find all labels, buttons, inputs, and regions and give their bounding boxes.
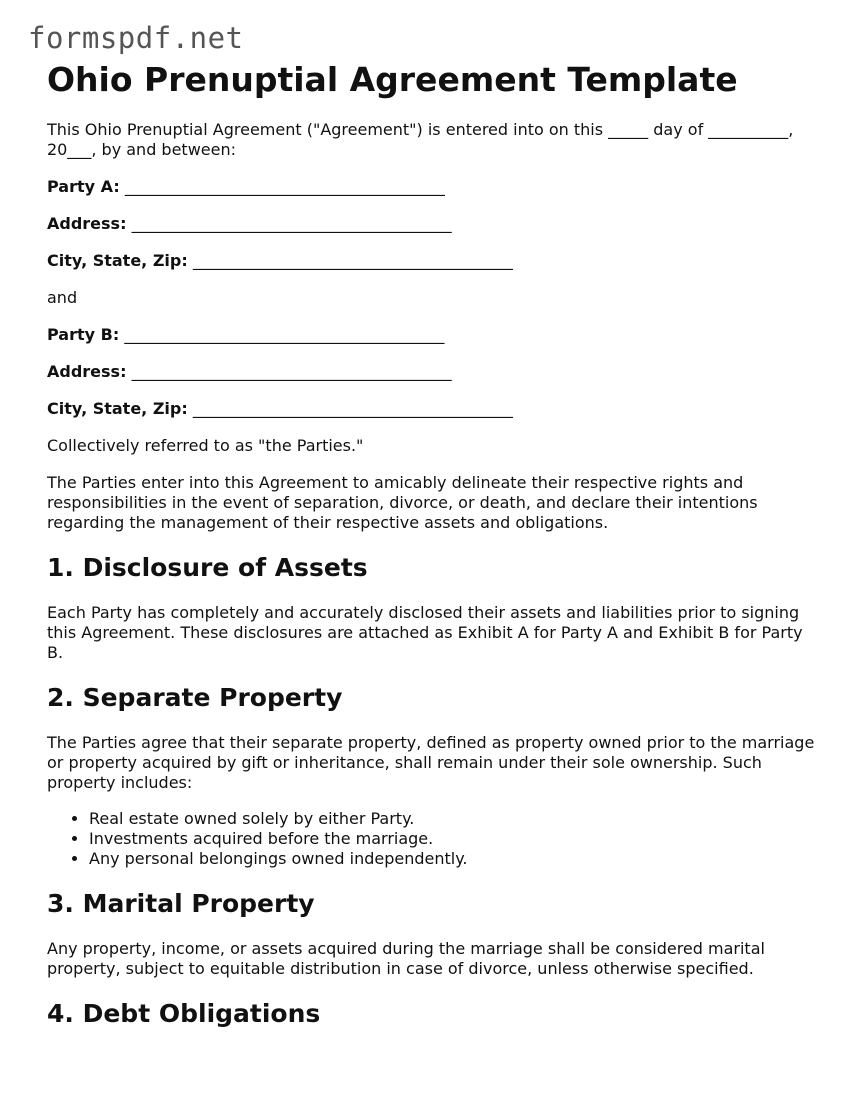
section-3-heading: 3. Marital Property xyxy=(47,889,315,918)
section-3-body: Any property, income, or assets acquired during the marriage shall be considered marital property, subject to equitable distribution in case of divorce, unless otherwise specified. xyxy=(47,939,765,978)
section-2-body: The Parties agree that their separate property, defined as property owned prior to the marriage or property acquired by gift or inheritance, shall remain under their sole ownership. Such property includes: xyxy=(47,733,815,792)
party-b-address-label: Address: xyxy=(47,362,127,381)
party-b-city-field xyxy=(47,399,817,419)
collective-paragraph: Collectively referred to as "the Parties." xyxy=(47,436,364,455)
section-1-body: Each Party has completely and accurately disclosed their assets and liabilities prior to signing this Agreement. These disclosures are attached as Exhibit A for Party A and Exhibit B for Party B. xyxy=(47,603,803,662)
party-a-address-blank: ________________________________________ xyxy=(131,214,452,233)
party-a-city-label: City, State, Zip: xyxy=(47,251,188,270)
document-page xyxy=(47,60,817,1049)
party-b-name-label: Party B: xyxy=(47,325,120,344)
page-title: Ohio Prenuptial Agreement Template xyxy=(47,60,738,99)
party-a-name-blank: ________________________________________ xyxy=(124,177,445,196)
list-item: • Investments acquired before the marriage. xyxy=(89,829,817,849)
party-b-city-blank: ________________________________________ xyxy=(192,399,513,418)
watermark: formspdf.net xyxy=(28,21,244,55)
party-b-city-label: City, State, Zip: xyxy=(47,399,188,418)
party-a-city-field xyxy=(47,251,817,271)
section-2-heading: 2. Separate Property xyxy=(47,683,343,712)
party-b-name-field xyxy=(47,325,817,345)
party-a-address-label: Address: xyxy=(47,214,127,233)
separate-property-list xyxy=(47,809,817,869)
party-a-name-field xyxy=(47,177,817,197)
party-a-address-field xyxy=(47,214,817,234)
intro-paragraph: This Ohio Prenuptial Agreement ("Agreement") is entered into on this _____ day of __________, 20___, by and between: xyxy=(47,120,794,159)
section-1-heading: 1. Disclosure of Assets xyxy=(47,553,368,582)
party-a-name-label: Party A: xyxy=(47,177,120,196)
party-b-address-blank: ________________________________________ xyxy=(131,362,452,381)
purpose-paragraph: The Parties enter into this Agreement to amicably delineate their respective rights and responsibilities in the event of separation, divorce, or death, and declare their intentions regarding the management of their respective assets and obligations. xyxy=(47,473,758,532)
list-item: • Any personal belongings owned independently. xyxy=(89,849,817,869)
party-b-name-blank: ________________________________________ xyxy=(124,325,445,344)
and-text: and xyxy=(47,288,78,307)
party-b-address-field xyxy=(47,362,817,382)
party-a-city-blank: ________________________________________ xyxy=(192,251,513,270)
section-4-heading: 4. Debt Obligations xyxy=(47,999,321,1028)
list-item: • Real estate owned solely by either Party. xyxy=(89,809,817,829)
